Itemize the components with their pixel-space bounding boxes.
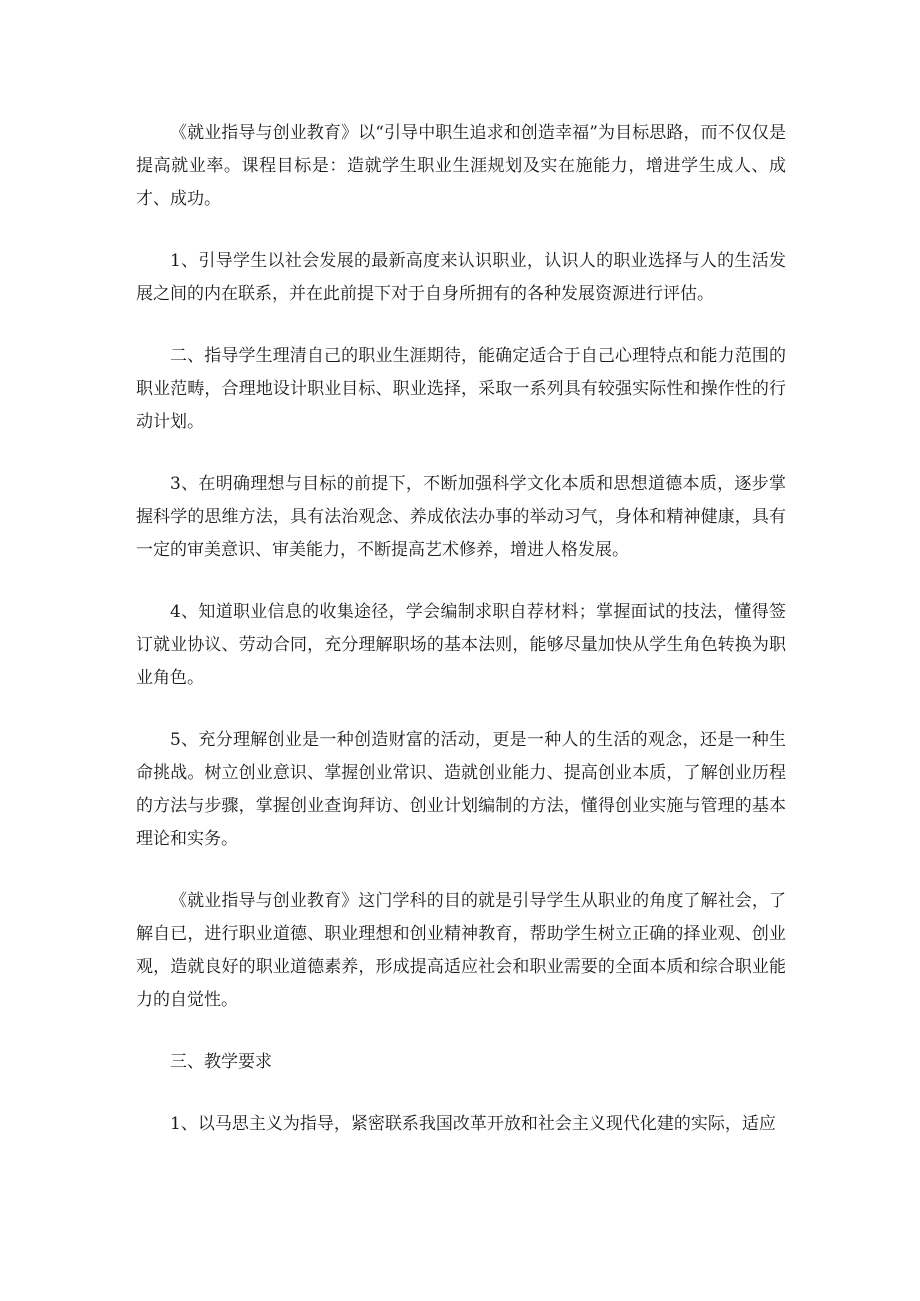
paragraph-item-1: 1、引导学生以社会发展的最新高度来认识职业，认识人的职业选择与人的生活发展之间的内在联系，并在此前提下对于自身所拥有的各种发展资源进行评估。 <box>136 251 786 304</box>
paragraph-course-goal: 《就业指导与创业教育》以“引导中职生追求和创造幸福”为目标思路，而不仅仅是提高就业率。课程目标是：造就学生职业生涯规划及实在施能力，增进学生成人、成才、成功。 <box>136 123 786 209</box>
paragraph-requirement-1: 1、以马思主义为指导，紧密联系我国改革开放和社会主义现代化建的实际，适应 <box>170 1114 776 1134</box>
paragraph-item-2: 二、指导学生理清自己的职业生涯期待，能确定适合于自己心理特点和能力范围的职业范畴，合理地设计职业目标、职业选择，采取一系列具有较强实际性和操作性的行动计划。 <box>136 346 786 432</box>
document-body <box>136 117 786 1170</box>
paragraph-item-3: 3、在明确理想与目标的前提下，不断加强科学文化本质和思想道德本质，逐步掌握科学的思维方法，具有法治观念、养成依法办事的举动习气，身体和精神健康，具有一定的审美意识、审美能力，不断提高艺术修养，增进人格发展。 <box>136 474 786 560</box>
paragraph-course-purpose: 《就业指导与创业教育》这门学科的目的就是引导学生从职业的角度了解社会，了解自已，进行职业道德、职业理想和创业精神教育，帮助学生树立正确的择业观、创业观，造就良好的职业道德素养，形成提高适应社会和职业需要的全面本质和综合职业能力的自觉性。 <box>136 891 786 1010</box>
paragraph-item-4: 4、知道职业信息的收集途径，学会编制求职自荐材料；掌握面试的技法，懂得签订就业协议、劳动合同，充分理解职场的基本法则，能够尽量加快从学生角色转换为职业角色。 <box>136 602 786 688</box>
section-heading-teaching-requirements: 三、教学要求 <box>170 1052 272 1072</box>
paragraph-item-5: 5、充分理解创业是一种创造财富的活动，更是一种人的生活的观念，还是一种生命挑战。树立创业意识、掌握创业常识、造就创业能力、提高创业本质，了解创业历程的方法与步骤，掌握创业查询拜访、创业计划编制的方法，懂得创业实施与管理的基本理论和实务。 <box>136 730 786 849</box>
